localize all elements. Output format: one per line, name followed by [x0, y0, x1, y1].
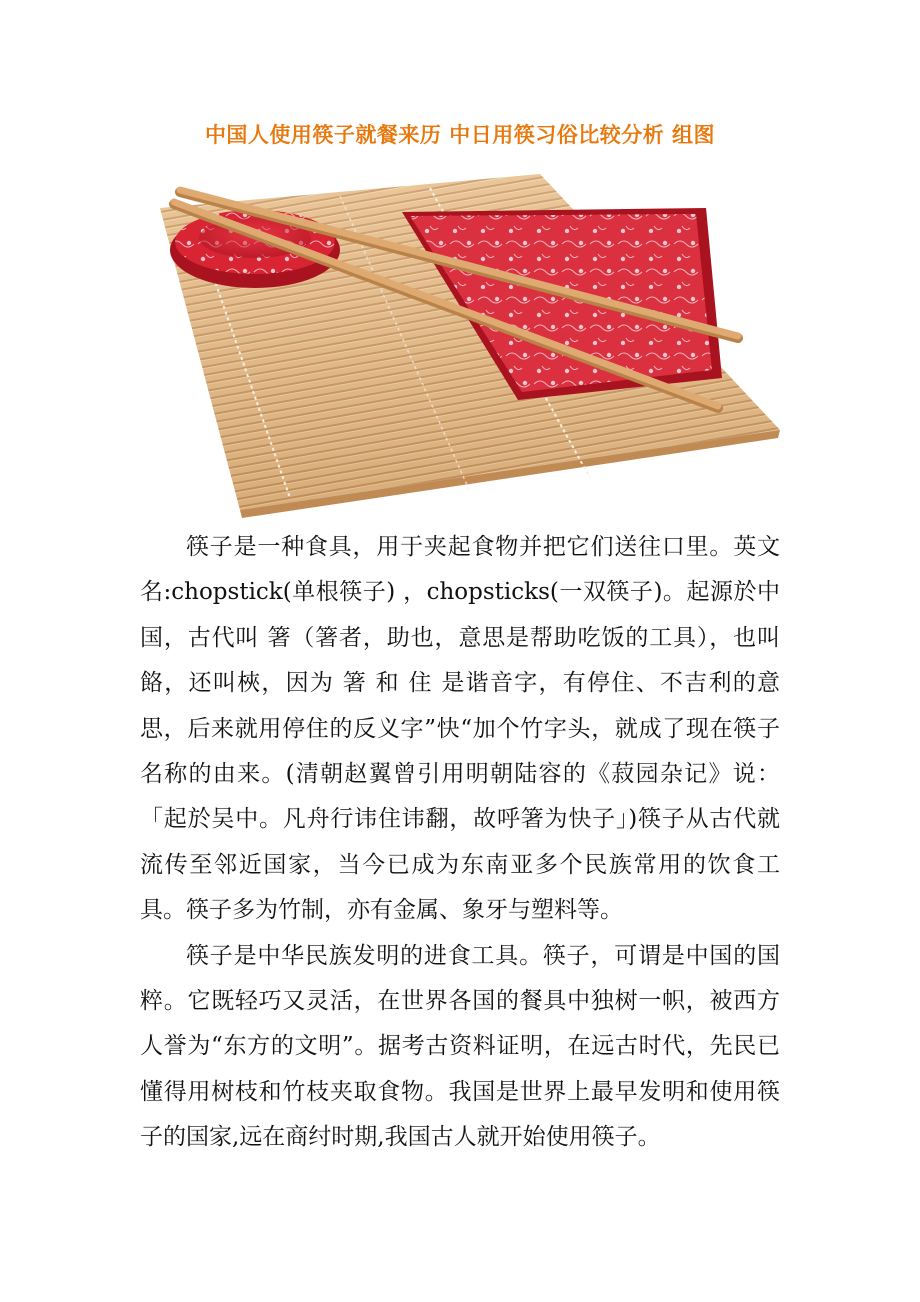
page-title: 中国人使用筷子就餐来历 中日用筷习俗比较分析 组图 — [204, 123, 716, 147]
article-body — [140, 525, 780, 1161]
paragraph-1: 筷子是一种食具，用于夹起食物并把它们送往口里。英文名:chopstick(单根筷子) ，chopsticks(一双筷子)。起源於中国，古代叫 箸（箸者，助也，意思是帮助吃饭的工具），也叫餎，还叫梜，因为 箸 和 住 是谐音字，有停住、不吉利的意思，后来就用停住的反义字”快“加个竹字头，就成了现在筷子名称的由来。(清朝赵翼曾引用明朝陆容的《菽园杂记》说：「起於吴中。凡舟行讳住讳翻，故呼箸为快子」)筷子从古代就流传至邻近国家，当今已成为东南亚多个民族常用的饮食工具。筷子多为竹制，亦有金属、象牙与塑料等。 — [140, 534, 780, 924]
chopsticks-photo — [140, 168, 790, 518]
paragraph-2: 筷子是中华民族发明的进食工具。筷子，可谓是中国的国粹。它既轻巧又灵活，在世界各国的餐具中独树一帜，被西方人誉为“东方的文明”。据考古资料证明，在远古时代，先民已懂得用树枝和竹枝夹取食物。我国是世界上最早发明和使用筷子的国家,远在商纣时期,我国古人就开始使用筷子。 — [140, 942, 780, 1151]
